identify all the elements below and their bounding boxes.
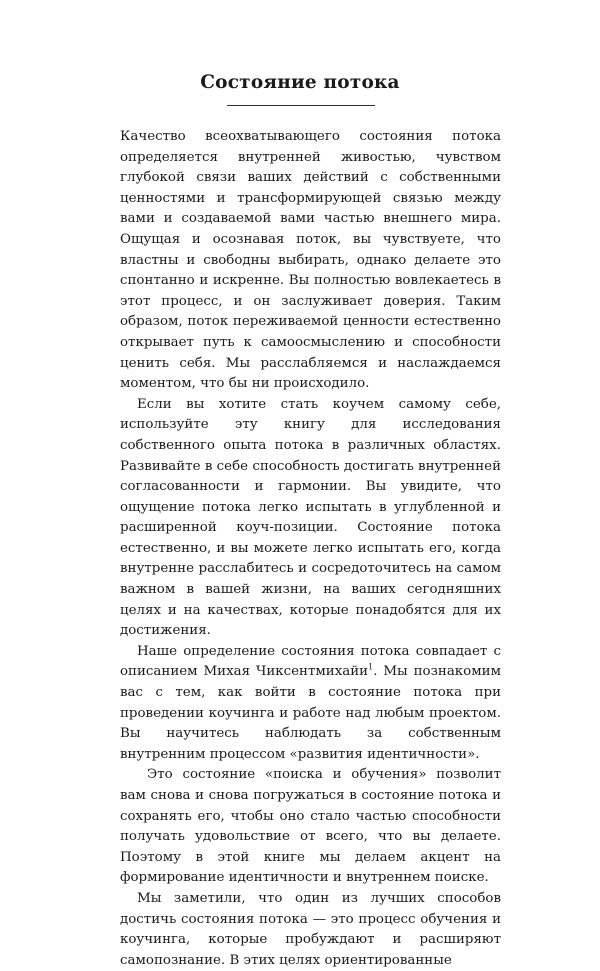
footnote-marker[interactable]: 1: [368, 662, 374, 672]
paragraph-3-text: Наше определение состояния потока совпадает с описанием Михая Чиксентмихайи: [120, 643, 501, 680]
title-divider: [227, 105, 375, 106]
body-text: [120, 127, 501, 971]
paragraph-3: [120, 642, 501, 766]
paragraph-1: Качество всеохватывающего состояния потока определяется внутренней живостью, чувством глубокой связи ваших действий с собственными ценностями и трансформирующей связью между вами и создаваемой вами частью внешнего мира. Ощущая и осознавая поток, вы чувствуете, что властны и свободны выбирать, однако делаете это спонтанно и искренне. Вы полностью вовлекаетесь в этот процесс, и он заслуживает доверия. Таким образом, поток переживаемой ценности естественно открывает путь к самоосмыслению и способности ценить себя. Мы расслабляемся и наслаждаемся моментом, что бы ни происходило.: [120, 129, 501, 392]
paragraph-3-text-cont: . Мы познакомим вас с тем, как войти в состояние потока при проведении коучинга и работе над любым проектом. Вы научитесь наблюдать за собственным внутренним процессом «развития идентичности».: [120, 664, 501, 762]
paragraph-2: Если вы хотите стать коучем самому себе, используйте эту книгу для исследования собственного опыта потока в различных областях. Развивайте в себе способность достигать внутренней согласованности и гармонии. Вы увидите, что ощущение потока легко испытать в углубленной и расширенной коуч-позиции. Состояние потока естественно, и вы можете легко испытать его, когда внутренне расслабитесь и сосредоточитесь на самом важном в вашей жизни, на ваших сегодняшних целях и на качествах, которые понадобятся для их достижения.: [120, 396, 501, 639]
paragraph-5: Мы заметили, что один из лучших способов достичь состояния потока — это процесс обучения и коучинга, которые пробуждают и расширяют самопознание. В этих целях ориентированные: [120, 890, 501, 968]
paragraph-4: Это состояние «поиска и обучения» позволит вам снова и снова погружаться в состояние потока и сохранять его, чтобы оно стало частью способности получать удовольствие от всего, что вы делаете. Поэтому в этой книге мы делаем акцент на формирование идентичности и внутреннем поиске.: [120, 767, 501, 886]
chapter-title: Состояние потока: [200, 72, 400, 93]
